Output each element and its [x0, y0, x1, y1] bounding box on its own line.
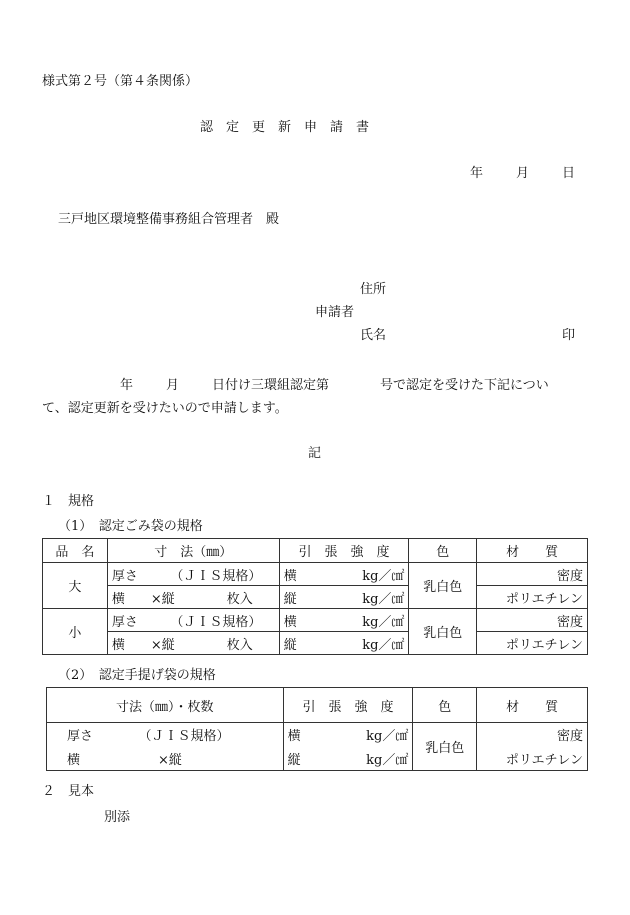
size-count: 横 ×縦 枚入 [107, 632, 279, 655]
section2-heading: ２ 見本 [42, 784, 95, 799]
density: 密度 [477, 563, 588, 586]
seal-mark: 印 [562, 328, 576, 343]
table-row [47, 747, 588, 771]
body-mid: 日付け三環組認定第 [212, 378, 330, 393]
garbage-bag-spec-table [42, 538, 588, 655]
header-material: 材 質 [477, 539, 588, 563]
table-row [43, 609, 588, 632]
size: 横 ×縦 [47, 747, 284, 771]
material: ポリエチレン [477, 586, 588, 609]
size-count: 横 ×縦 枚入 [107, 586, 279, 609]
body-month: 月 [166, 378, 180, 393]
date-month: 月 [516, 166, 530, 181]
form-number: 様式第２号（第４条関係） [42, 74, 199, 89]
density: 密度 [477, 609, 588, 632]
date-day: 日 [562, 166, 576, 181]
body-line2: て、認定更新を受けたいので申請します。 [42, 401, 288, 416]
document-title: 認 定 更 新 申 請 書 [200, 120, 370, 135]
header-name: 品 名 [43, 539, 108, 563]
addressee: 三戸地区環境整備事務組合管理者 殿 [58, 212, 280, 227]
item-name: 大 [43, 563, 108, 609]
subsection1-heading: （1） 認定ごみ袋の規格 [58, 519, 203, 534]
attachment-note: 別添 [104, 810, 131, 825]
header-material: 材 質 [477, 688, 588, 723]
table-row [43, 632, 588, 655]
table-row [43, 586, 588, 609]
applicant-label: 申請者 [315, 305, 355, 320]
thickness: 厚さ （ＪＩＳ規格） [107, 563, 279, 586]
color: 乳白色 [409, 563, 477, 609]
thickness: 厚さ （ＪＩＳ規格） [107, 609, 279, 632]
header-dimension-count: 寸法（㎜）・枚数 [47, 688, 284, 723]
color: 乳白色 [413, 723, 477, 771]
date-year: 年 [470, 166, 484, 181]
header-color: 色 [413, 688, 477, 723]
material: ポリエチレン [477, 747, 588, 771]
subsection2-heading: （2） 認定手提げ袋の規格 [58, 668, 216, 683]
section1-heading: １ 規格 [42, 494, 95, 509]
body-year: 年 [120, 378, 134, 393]
shopping-bag-spec-table [46, 687, 588, 771]
header-dimension: 寸 法（㎜） [107, 539, 279, 563]
table-row [43, 563, 588, 586]
strength-horizontal: 横 kg／㎠ [279, 563, 409, 586]
strength-vertical: 縦 kg／㎠ [279, 586, 409, 609]
table-row [47, 723, 588, 747]
address-label: 住所 [360, 282, 387, 297]
color: 乳白色 [409, 609, 477, 655]
strength-vertical: 縦 kg／㎠ [283, 747, 413, 771]
thickness: 厚さ （ＪＩＳ規格） [47, 723, 284, 747]
name-label: 氏名 [360, 328, 387, 343]
strength-vertical: 縦 kg／㎠ [279, 632, 409, 655]
header-strength: 引 張 強 度 [283, 688, 413, 723]
strength-horizontal: 横 kg／㎠ [283, 723, 413, 747]
header-strength: 引 張 強 度 [279, 539, 409, 563]
ki-mark: 記 [308, 446, 322, 461]
strength-horizontal: 横 kg／㎠ [279, 609, 409, 632]
header-color: 色 [409, 539, 477, 563]
item-name: 小 [43, 609, 108, 655]
density: 密度 [477, 723, 588, 747]
body-end: 号で認定を受けた下記につい [380, 378, 549, 393]
material: ポリエチレン [477, 632, 588, 655]
